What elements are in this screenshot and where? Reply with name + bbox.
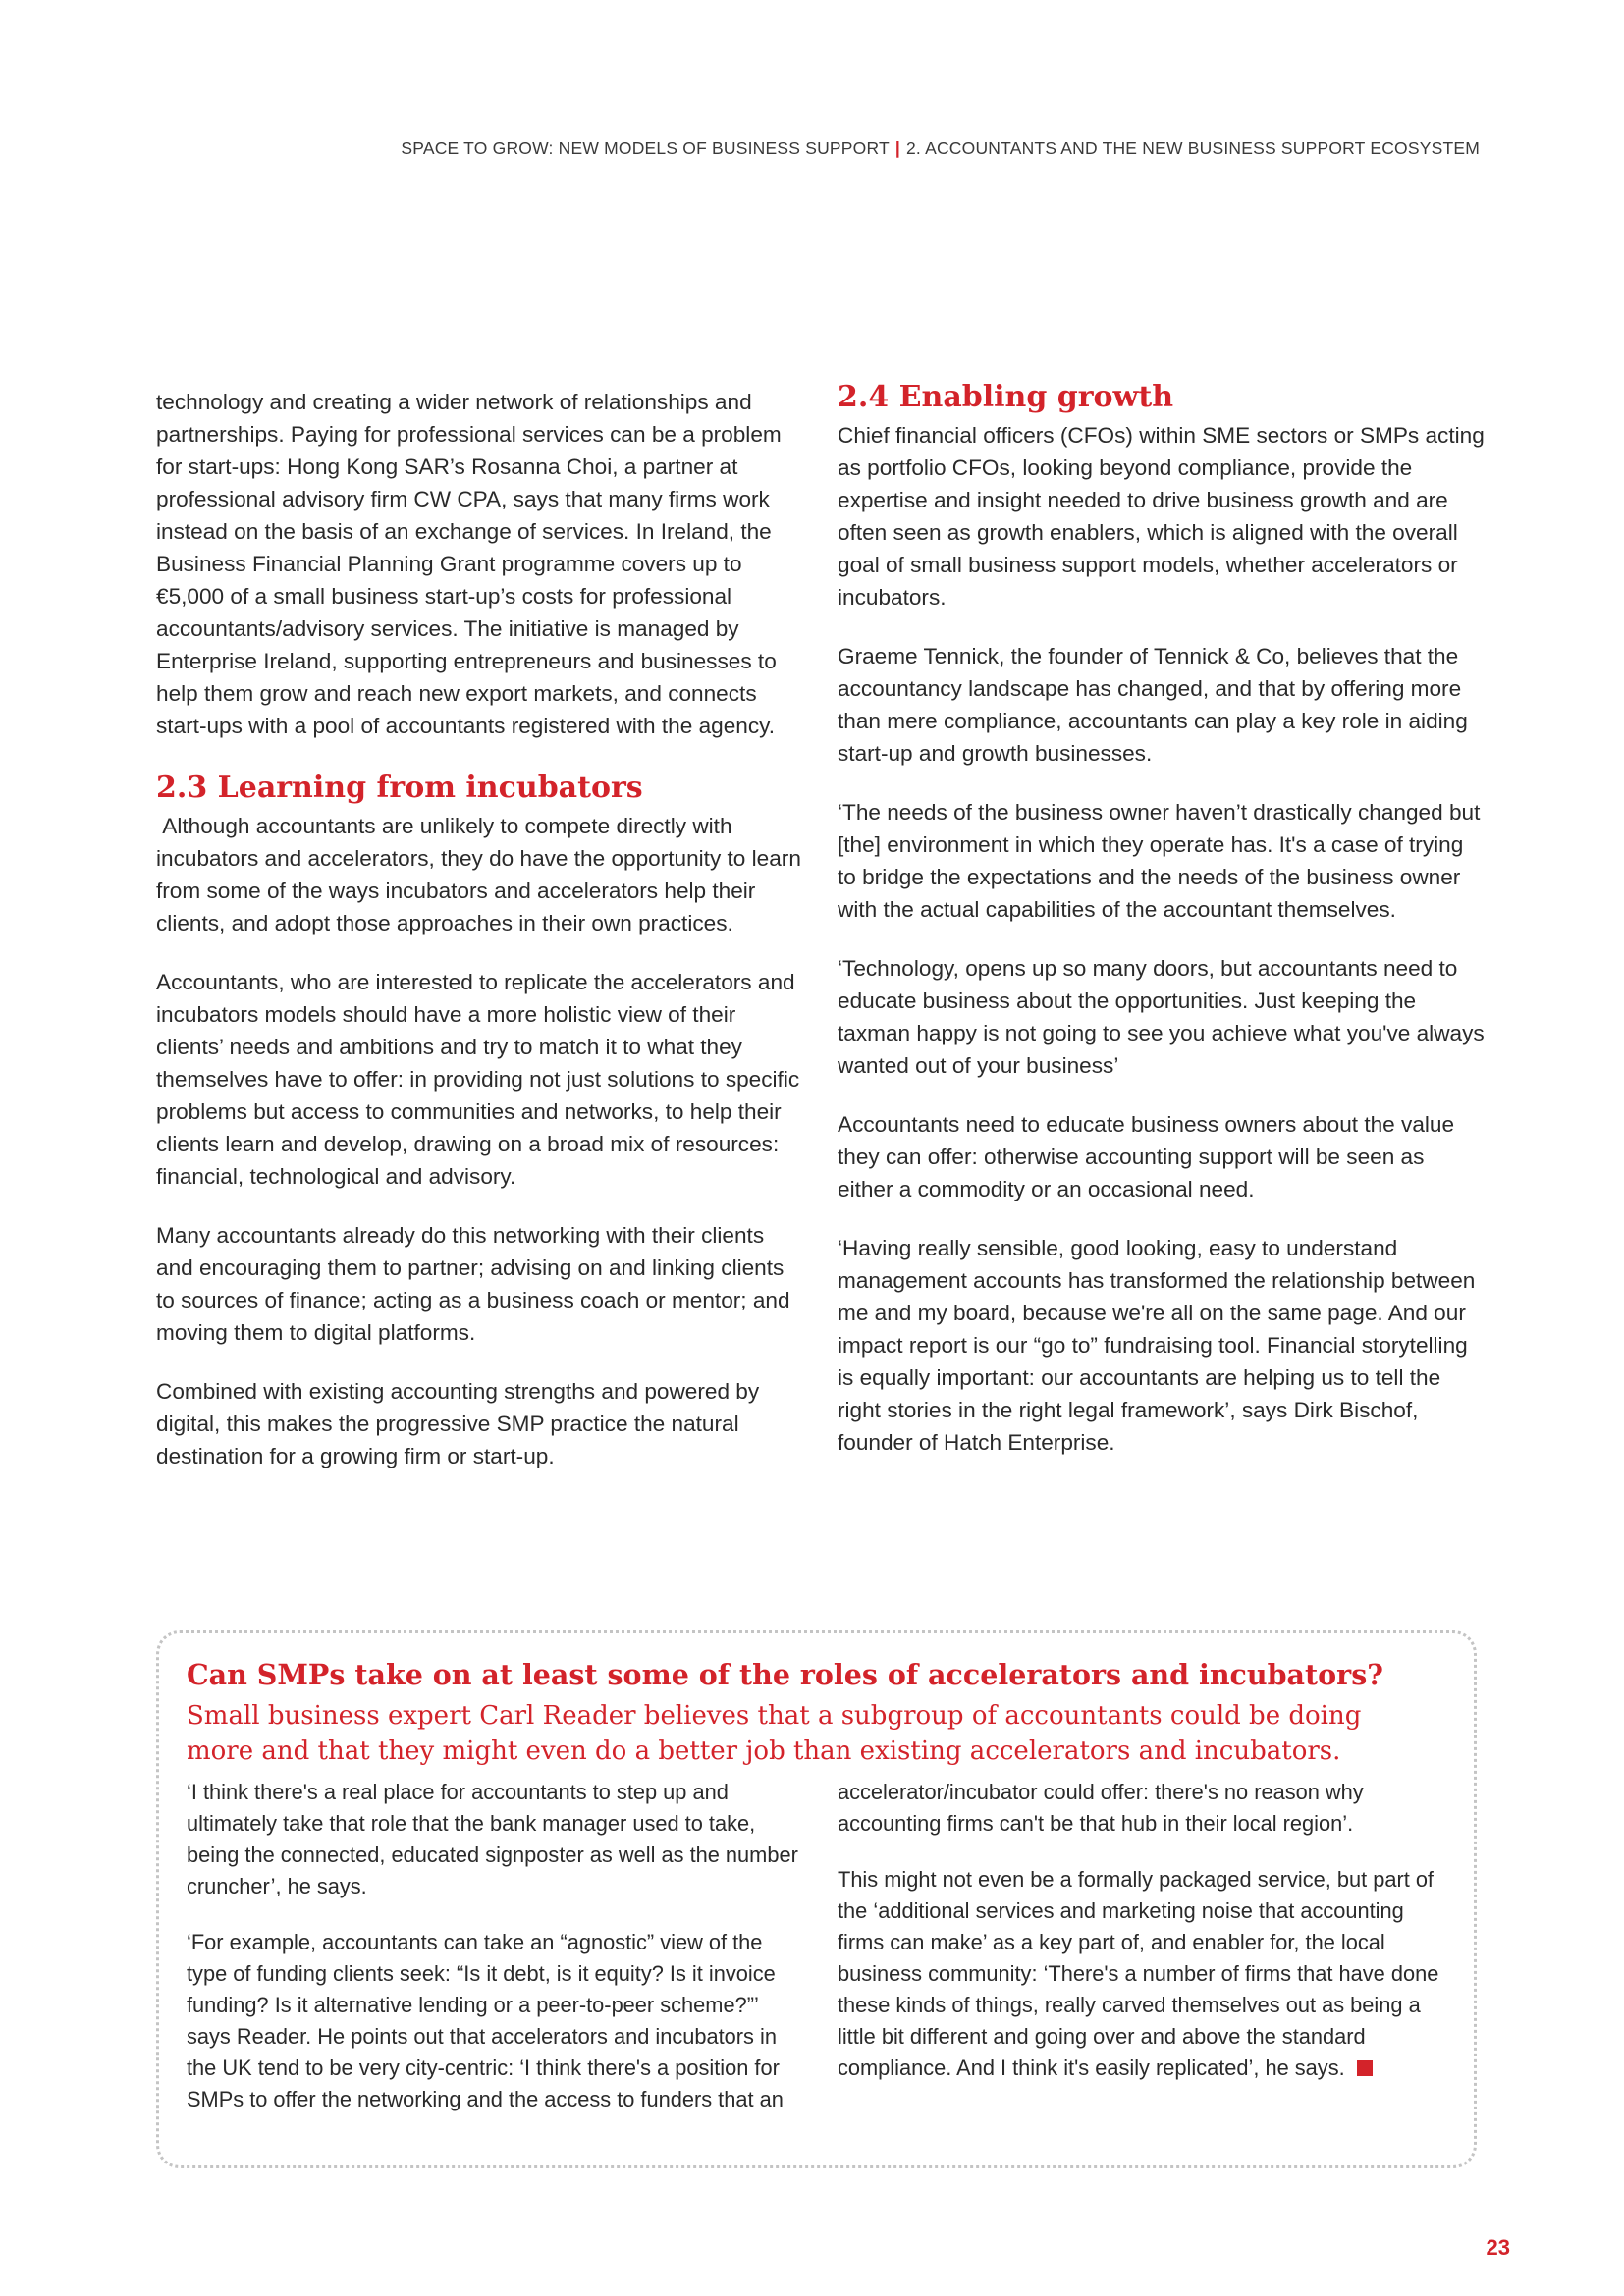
section-heading-2-4: 2.4 Enabling growth xyxy=(838,380,1174,414)
end-of-article-mark-icon xyxy=(1357,2060,1373,2076)
running-header xyxy=(401,138,1480,159)
body-paragraph: Although accountants are unlikely to compete directly with incubators and accelerators, they do have the opportunity to learn from some of the ways incubators and accelerators help their clients, and adopt those approaches in their own practices. xyxy=(156,814,808,935)
body-paragraph: Combined with existing accounting strengths and powered by digital, this makes the progressive SMP practice the natural destination for a growing firm or start-up. xyxy=(156,1379,760,1468)
callout-final-text: This might not even be a formally packaged service, but part of the ‘additional services and marketing noise that accounting firms can make’ as a key part of, and enabler for, the local business community: ‘There's a number of firms that have done these kinds of things, really carved themselves out as being a little bit different and going over and above the standard compliance. And I think it's easily replicated’, he says. xyxy=(838,1867,1439,2080)
callout-left-column xyxy=(187,1777,800,2140)
callout-subtitle: Small business expert Carl Reader believes that a subgroup of accountants could be doing more and that they might even do a better job than existing accelerators and incubators. xyxy=(187,1701,1362,1766)
callout-right-column xyxy=(838,1777,1456,2109)
left-column xyxy=(156,386,808,1499)
callout-title: Can SMPs take on at least some of the roles of accelerators and incubators? xyxy=(187,1658,1383,1691)
callout-paragraph: accelerator/incubator could offer: there's no reason why accounting firms can't be that hub in their local region’. xyxy=(838,1780,1364,1836)
right-column xyxy=(838,380,1486,1485)
running-header-publication: SPACE TO GROW: NEW MODELS OF BUSINESS SUPPORT xyxy=(401,138,890,158)
body-paragraph: Chief financial officers (CFOs) within SME sectors or SMPs acting as portfolio CFOs, looking beyond compliance, provide the expertise and insight needed to drive business growth and are often seen as growth enablers, which is aligned with the overall goal of small business support models, whether accelerators or incubators. xyxy=(838,423,1485,610)
quote-paragraph: ‘Technology, opens up so many doors, but accountants need to educate business about the opportunities. Just keeping the taxman happy is not going to see you achieve what you've always wanted out of your business’ xyxy=(838,956,1485,1078)
callout-paragraph: ‘I think there's a real place for accountants to step up and ultimately take that role that the bank manager used to take, being the connected, educated signposter as well as the number cruncher’, he says. xyxy=(187,1780,798,1898)
callout-paragraph-final xyxy=(838,1864,1456,2084)
page-number: 23 xyxy=(1486,2235,1510,2260)
quote-paragraph: ‘The needs of the business owner haven’t drastically changed but [the] environment in which they operate has. It's a case of trying to bridge the expectations and the needs of the business owner with the actual capabilities of the accountant themselves. xyxy=(838,800,1481,922)
running-header-chapter: 2. ACCOUNTANTS AND THE NEW BUSINESS SUPPORT ECOSYSTEM xyxy=(906,138,1480,158)
quote-paragraph: ‘Having really sensible, good looking, easy to understand management accounts has transformed the relationship between me and my board, because we're all on the same page. And our impact report is our “go to” fundraising tool. Financial storytelling is equally important: our accountants are helping us to tell the right stories in the right legal framework’, says Dirk Bischof, founder of Hatch Enterprise. xyxy=(838,1236,1476,1455)
body-paragraph: Accountants need to educate business owners about the value they can offer: otherwise accounting support will be seen as either a commodity or an occasional need. xyxy=(838,1112,1455,1201)
callout-paragraph: ‘For example, accountants can take an “agnostic” view of the type of funding clients seek: “Is it debt, is it equity? Is it invoice funding? Is it alternative lending or a peer-to-peer scheme?”’ says Reader. He points out that accelerators and incubators in the UK tend to be very city-centric: ‘I think there's a position for SMPs to offer the networking and the access to funders that an xyxy=(187,1930,784,2111)
body-paragraph: Accountants, who are interested to replicate the accelerators and incubators models should have a more holistic view of their clients’ needs and ambitions and try to match it to what they themselves have to offer: in providing not just solutions to specific problems but access to communities and networks, to help their clients learn and develop, drawing on a broad mix of resources: financial, technological and advisory. xyxy=(156,970,800,1189)
intro-paragraph: technology and creating a wider network of relationships and partnerships. Paying for professional services can be a problem for start-ups: Hong Kong SAR’s Rosanna Choi, a partner at professional advisory firm CW CPA, says that many firms work instead on the basis of an exchange of services. In Ireland, the Business Financial Planning Grant programme covers up to €5,000 of a small business start-up’s costs for professional accountants/advisory services. The initiative is managed by Enterprise Ireland, supporting entrepreneurs and businesses to help them grow and reach new export markets, and connects start-ups with a pool of accountants registered with the agency. xyxy=(156,390,782,738)
section-heading-2-3: 2.3 Learning from incubators xyxy=(156,771,643,805)
body-paragraph: Many accountants already do this networking with their clients and encouraging them to partner; advising on and linking clients to sources of finance; acting as a business coach or mentor; and moving them to digital platforms. xyxy=(156,1223,790,1345)
running-header-separator: | xyxy=(894,138,900,158)
body-paragraph: Graeme Tennick, the founder of Tennick & Co, believes that the accountancy landscape has changed, and that by offering more than mere compliance, accountants can play a key role in aiding start-up and growth businesses. xyxy=(838,644,1468,766)
